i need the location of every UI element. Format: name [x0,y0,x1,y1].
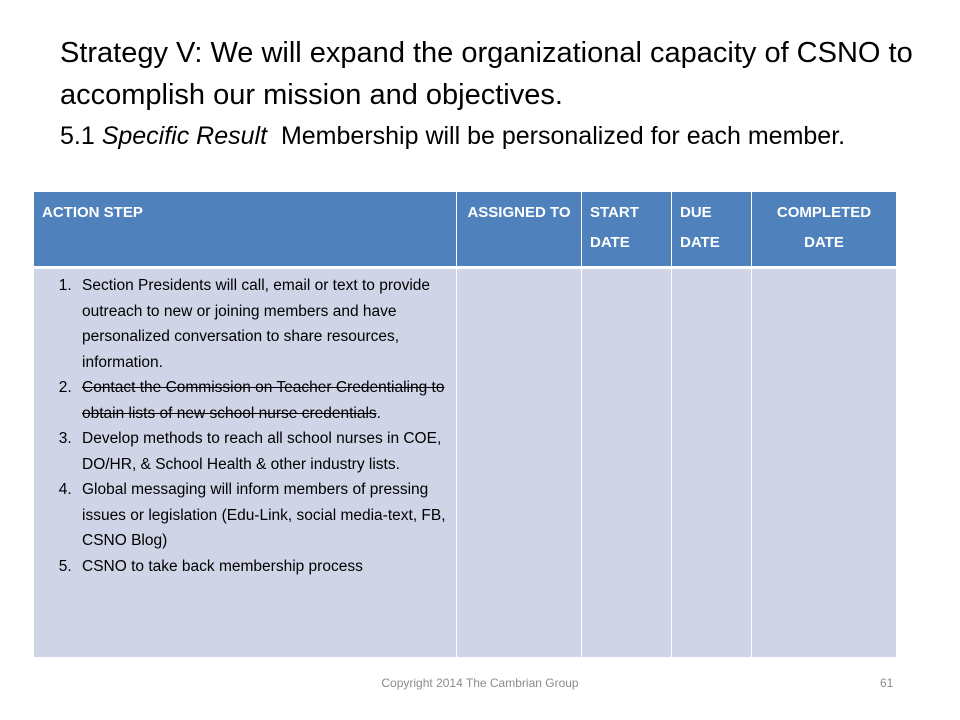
action-step-2 [76,375,450,426]
action-step-4 [76,477,450,554]
due-date-cell [672,268,752,658]
subtitle-prefix: 5.1 [60,122,102,150]
action-plan-table [33,192,897,657]
action-step-1 [76,273,450,375]
header-start-date: START DATE [582,192,672,268]
page-number: 61 [880,676,894,690]
footer-copyright: Copyright 2014 The Cambrian Group [381,676,579,690]
action-steps-cell [34,268,457,658]
header-assigned-to: ASSIGNED TO [457,192,582,268]
action-step-3-text: Develop methods to reach all school nurses in COE, DO/HR, & School Health & other industry lists. [82,430,442,473]
action-step-3 [76,426,450,477]
action-step-2-text: Contact the Commission on Teacher Credentialing to obtain lists of new school nurse credentials [82,379,445,422]
action-steps-list [40,273,450,579]
action-step-5-text: CSNO to take back membership process [82,557,363,575]
header-action-step: ACTION STEP [34,192,457,268]
action-step-5 [76,554,450,580]
action-step-1-text: Section Presidents will call, email or text to provide outreach to new or joining members and have personalized conversation to share resources, information. [82,277,431,371]
subtitle-specific-result-label: Specific Result [101,122,268,150]
action-step-2-suffix: . [376,404,381,422]
start-date-cell [582,268,672,658]
slide-title: Strategy V: We will expand the organizational capacity of CSNO to accomplish our mission and objectives. [60,37,913,111]
subtitle-text: Membership will be personalized for each member. [267,122,846,150]
table-header-row [34,192,897,268]
header-completed-date: COMPLETED DATE [752,192,897,268]
slide-subtitle [60,118,920,154]
action-step-4-text: Global messaging will inform members of pressing issues or legislation (Edu-Link, social media-text, FB, CSNO Blog) [82,481,446,549]
header-due-date: DUE DATE [672,192,752,268]
completed-date-cell [752,268,897,658]
assigned-to-cell [457,268,582,658]
table-row [34,268,897,658]
